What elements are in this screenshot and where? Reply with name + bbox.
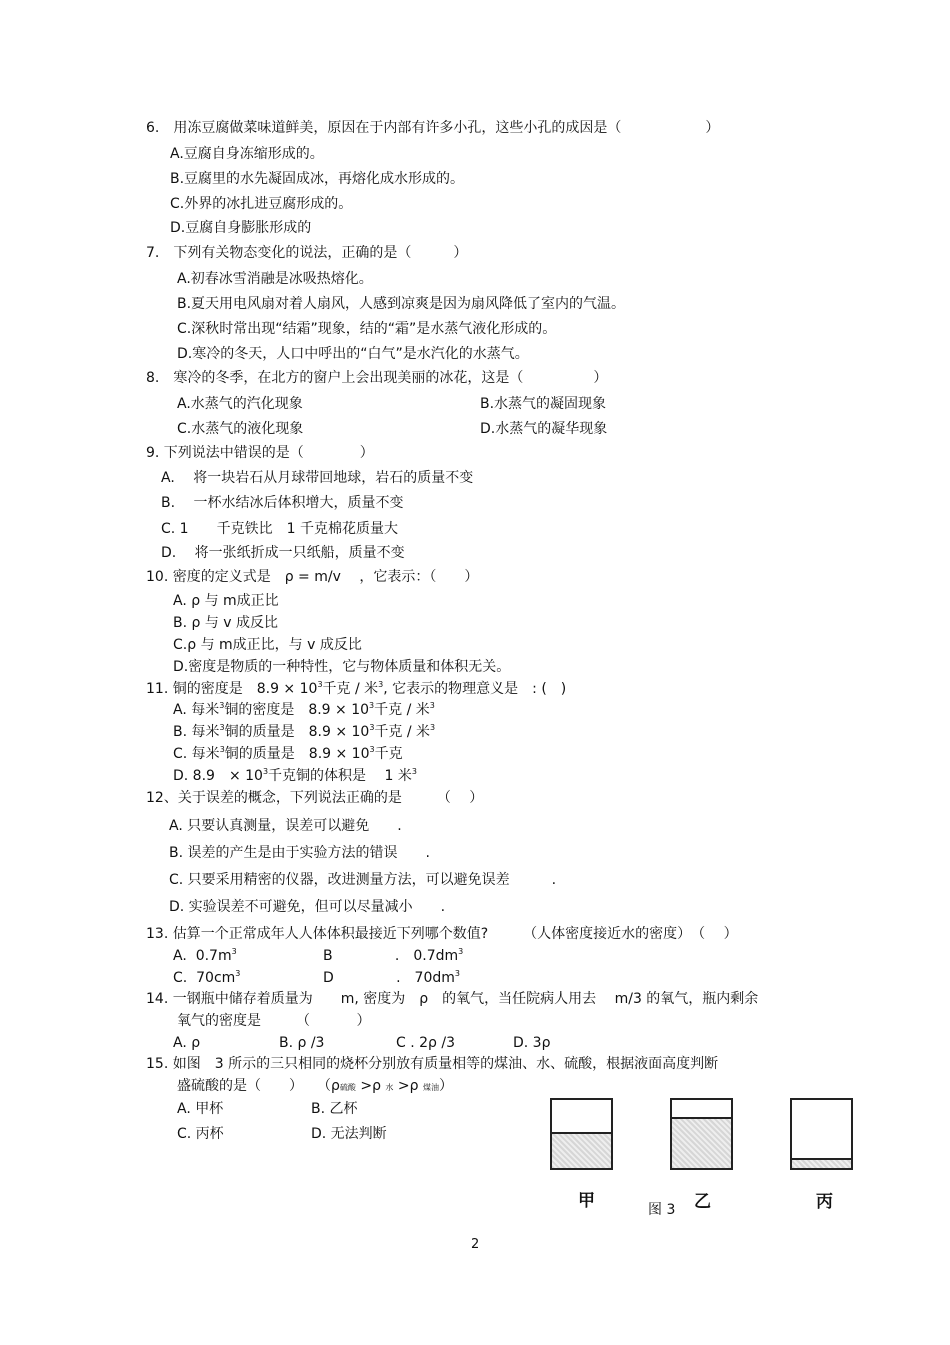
beaker-yi xyxy=(670,1098,733,1170)
q13-option-a: A. $0.7m^3$ xyxy=(173,947,237,964)
q12-option-b: B. 误差的产生是由于实验方法的错误 . xyxy=(169,845,430,861)
q12-option-c: C. 只要采用精密的仪器，改进测量方法，可以避免误差 . xyxy=(169,872,557,888)
q9-stem: 9. 下列说法中错误的是（ ） xyxy=(146,445,374,461)
q11-option-a: A. 每米$^3$铜的密度是 $8.9 \times 10^3$千克 / 米$^3$ xyxy=(173,701,435,718)
q14-stem-line1: 14. 一钢瓶中储存着质量为 m, 密度为 ρ 的氧气，当任院病人用去 m/3 的氧气，瓶内剩余 xyxy=(146,991,759,1007)
figure-caption: 图 3 xyxy=(648,1202,676,1218)
q6-option-d: D.豆腐自身膨胀形成的 xyxy=(170,220,312,236)
q6-option-c: C.外界的冰扎进豆腐形成的。 xyxy=(170,196,353,212)
beaker-jia xyxy=(550,1098,613,1170)
q12-stem: 12、关于误差的概念，下列说法正确的是 （ ） xyxy=(146,790,484,806)
q14-option-d: D. 3ρ xyxy=(513,1035,551,1051)
q9-option-a: A. 将一块岩石从月球带回地球，岩石的质量不变 xyxy=(161,470,474,486)
q7-stem: 7. 下列有关物态变化的说法，正确的是（ ） xyxy=(146,245,468,261)
q13-stem: 13. 估算一个正常成年人人体体积最接近下列哪个数值? （人体密度接近水的密度） （ ） xyxy=(146,926,738,942)
beaker-bing-liquid xyxy=(792,1158,851,1168)
q15-option-d: D. 无法判断 xyxy=(311,1126,387,1142)
q12-option-a: A. 只要认真测量，误差可以避免 . xyxy=(169,818,402,834)
q15-option-b: B. 乙杯 xyxy=(311,1101,358,1117)
q9-option-b: B. 一杯水结冰后体积增大，质量不变 xyxy=(161,495,404,511)
beaker-yi-liquid xyxy=(672,1117,731,1168)
q12-option-d: D. 实验误差不可避免，但可以尽量减小 . xyxy=(169,899,446,915)
q8-stem: 8. 寒冷的冬季，在北方的窗户上会出现美丽的冰花，这是（ ） xyxy=(146,370,608,386)
q15-stem-line2: 盛硫酸的是（ ） （ρ硫酸 >ρ 水 >ρ 煤油） xyxy=(177,1078,453,1094)
q8-option-c: C.水蒸气的液化现象 xyxy=(177,421,304,437)
q10-option-d: D.密度是物质的一种特性，它与物体质量和体积无关。 xyxy=(173,659,511,675)
q10-stem: 10. 密度的定义式是 ρ = m/v ，它表示：（ ） xyxy=(146,569,479,585)
q10-option-b: B. ρ 与 v 成反比 xyxy=(173,615,279,631)
q6-stem: 6. 用冻豆腐做菜味道鲜美，原因在于内部有许多小孔，这些小孔的成因是（ ） xyxy=(146,120,720,136)
q9-option-c: C. 1 千克铁比 1 千克棉花质量大 xyxy=(161,521,398,537)
q11-stem: 11. 铜的密度是 $8.9 \times 10^3$千克 / 米$^3$, 它表示的物理意义是 : ( ) xyxy=(146,680,567,697)
beaker-label-jia: 甲 xyxy=(578,1191,595,1211)
q8-option-b: B.水蒸气的凝固现象 xyxy=(480,396,607,412)
q11-option-d: D. 8.9 × $10^3$千克铜的体积是 1 米$^3$ xyxy=(173,767,417,784)
q13-option-d: D . $70dm^3$ xyxy=(323,969,460,986)
q14-stem-line2: 氧气的密度是 （ ） xyxy=(177,1013,371,1029)
q13-option-c: C. $70cm^3$ xyxy=(173,969,241,986)
q8-option-d: D.水蒸气的凝华现象 xyxy=(480,421,608,437)
q7-option-c: C.深秋时常出现“结霜”现象，结的“霜”是水蒸气液化形成的。 xyxy=(177,321,557,337)
q6-option-a: A.豆腐自身冻缩形成的。 xyxy=(170,146,324,162)
q6-option-b: B.豆腐里的水先凝固成冰，再熔化成水形成的。 xyxy=(170,171,465,187)
q10-option-a: A. ρ 与 m成正比 xyxy=(173,593,279,609)
q13-option-b: B . $0.7dm^3$ xyxy=(323,947,464,964)
beaker-jia-liquid xyxy=(552,1132,611,1168)
page-number: 2 xyxy=(471,1237,480,1252)
q11-option-b: B. 每米$^3$铜的质量是 $8.9 \times 10^3$千克 / 米$^3$ xyxy=(173,723,436,740)
beaker-bing xyxy=(790,1098,853,1170)
q7-option-b: B.夏天用电风扇对着人扇风，人感到凉爽是因为扇风降低了室内的气温。 xyxy=(177,296,626,312)
q9-option-d: D. 将一张纸折成一只纸船，质量不变 xyxy=(161,545,405,561)
q15-option-a: A. 甲杯 xyxy=(177,1101,224,1117)
beaker-label-bing: 丙 xyxy=(816,1192,833,1212)
q14-option-c: C . 2ρ /3 xyxy=(396,1035,455,1051)
q14-option-a: A. ρ xyxy=(173,1035,201,1051)
q15-stem-line1: 15. 如图 3 所示的三只相同的烧杯分别放有质量相等的煤油、水、硫酸，根据液面高度判断 xyxy=(146,1056,719,1072)
q7-option-d: D.寒冷的冬天，人口中呼出的“白气”是水汽化的水蒸气。 xyxy=(177,346,529,362)
beaker-label-yi: 乙 xyxy=(694,1192,711,1212)
q11-option-c: C. 每米$^3$铜的质量是 $8.9 \times 10^3$千克 xyxy=(173,745,403,762)
q8-option-a: A.水蒸气的汽化现象 xyxy=(177,396,303,412)
q15-option-c: C. 丙杯 xyxy=(177,1126,224,1142)
q14-option-b: B. ρ /3 xyxy=(279,1035,325,1051)
q10-option-c: C.ρ 与 m成正比，与 v 成反比 xyxy=(173,637,362,653)
q7-option-a: A.初春冰雪消融是冰吸热熔化。 xyxy=(177,271,373,287)
